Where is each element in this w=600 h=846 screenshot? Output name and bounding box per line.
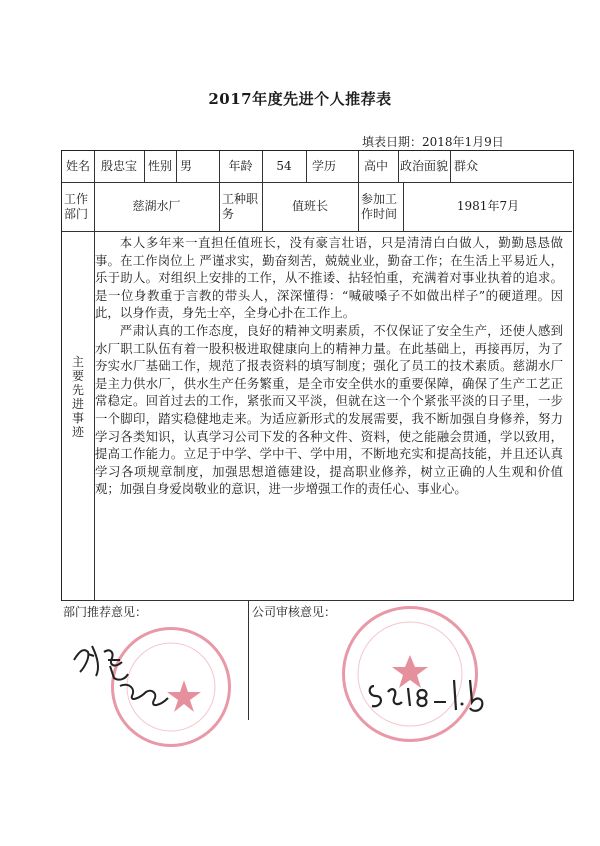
age-value: 54 — [276, 159, 292, 173]
fill-date: 填表日期：2018年1月9日 — [362, 135, 504, 149]
job-label: 工种职务 — [222, 191, 259, 221]
col-divider — [306, 151, 307, 182]
deeds-paragraph: 本人多年来一直担任值班长，没有豪言壮语，只是清清白白做人，勤勤恳恳做事。在工作岗位上 严谨求实，勤奋刻苦，兢兢业业，勤奋工作；在生活上平易近人，乐于助人。对组织上安排的工作，从不推诿、拈轻怕重，充满着对事业执着的追求。是一位身教重于言教的带头人，深深懂得：“喊破嗓子不如做出样子”的硬道理。因此，以身作责，身先士卒，全身心扑在工作上。 — [95, 235, 563, 321]
form-title: 2017年度先进个人推荐表 — [208, 90, 392, 108]
company-signature-date-icon — [366, 672, 496, 722]
row-divider-3 — [62, 600, 572, 601]
political-value: 群众 — [454, 159, 479, 173]
deeds-text — [95, 234, 563, 498]
dept-value: 慈湖水厂 — [132, 199, 181, 213]
dept-label: 工作部门 — [64, 191, 89, 221]
col-divider — [450, 151, 451, 182]
age-label: 年龄 — [228, 159, 253, 173]
gender-value: 男 — [180, 159, 193, 173]
education-label: 学历 — [312, 159, 337, 173]
dept-opinion-label: 部门推荐意见： — [63, 605, 148, 619]
start-value: 1981年7月 — [456, 199, 520, 213]
dept-signature-icon — [70, 638, 180, 718]
opinion-divider — [248, 600, 249, 720]
education-value: 高中 — [364, 159, 389, 173]
job-value: 值班长 — [291, 199, 328, 213]
row-divider-2 — [62, 231, 572, 232]
name-value: 殷忠宝 — [100, 159, 137, 173]
company-opinion-label: 公司审核意见： — [252, 605, 337, 619]
col-divider — [176, 151, 177, 182]
start-label: 参加工作时间 — [361, 191, 398, 221]
name-label: 姓名 — [65, 159, 90, 173]
political-label: 政治面貌 — [399, 159, 448, 173]
deeds-paragraph: 严肃认真的工作态度，良好的精神文明素质，不仅保证了安全生产，还使人感到水厂职工队伍有着一股积极进取健康向上的精神力量。在此基础上，再接再厉，为了夯实水厂基础工作，规范了报表资料的填写制度；强化了员工的技术素质。慈湖水厂是主力供水厂，供水生产任务繁重，是全市安全供水的重要保障，确保了生产工艺正常稳定。回首过去的工作，紧张而又平淡，但就在这一个个紧张平淡的日子里，一步一个脚印，踏实稳健地走来。为适应新形式的发展需要，我不断加强自身修养，努力学习各类知识，认真学习公司下发的各种文件、资料，使之能融会贯通，学以致用，提高工作能力。立足于中学、学中干、学中用，不断地充实和提高技能，并且还认真学习各项规章制度，加强思想道德建设，提高职业修养，树立正确的人生观和价值观；加强自身爱岗敬业的意识，进一步增强工作的责任心、事业心。 — [95, 322, 563, 497]
deeds-label: 主要先进事迹 — [71, 355, 84, 439]
col-divider — [358, 151, 359, 231]
gender-label: 性别 — [147, 159, 172, 173]
